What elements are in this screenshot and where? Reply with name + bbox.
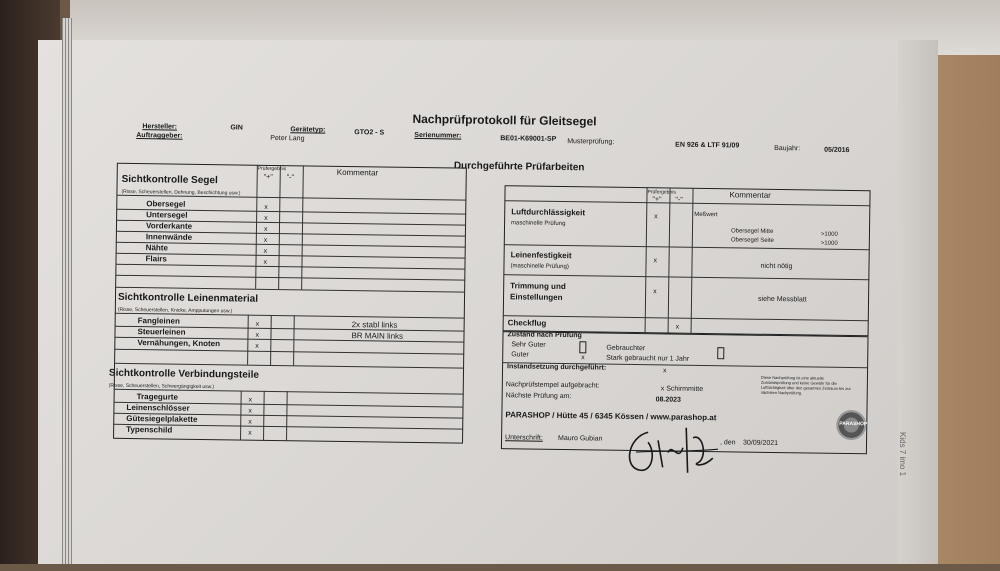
row-label: Gütesiegelplakette xyxy=(126,413,198,424)
row-label: Fangleinen xyxy=(137,316,180,326)
row-comment: 2x stabl links xyxy=(351,320,398,330)
naechste-value: 08.2023 xyxy=(655,396,681,404)
row-label: Tragegurte xyxy=(136,392,179,402)
geraetetyp-value: GTO2 - S xyxy=(354,129,385,137)
trimm-comment: siehe Messblatt xyxy=(757,295,807,304)
row-mark: x xyxy=(263,225,268,233)
verbindung-title: Sichtkontrolle Verbindungsteile xyxy=(108,367,260,381)
zustand-stark: Stark gebraucht nur 1 Jahr xyxy=(606,354,690,363)
parashop-seal-logo: PARASHOP xyxy=(836,410,866,440)
unterschrift-name: Mauro Gubian xyxy=(558,434,603,443)
row-label: Typenschild xyxy=(126,424,173,435)
stempel-label: Nachprüfstempel aufgebracht: xyxy=(505,381,600,390)
instand-mark: x xyxy=(662,367,667,375)
row-mark: x xyxy=(248,418,252,426)
den-value: 30/09/2021 xyxy=(742,439,779,448)
zustand-guter: Guter xyxy=(511,351,529,359)
messwert: Meßwert xyxy=(694,211,718,219)
obersegel-mitte: Obersegel Mitte xyxy=(730,228,774,235)
row-mark: x xyxy=(248,407,252,415)
guter-mark: x xyxy=(581,354,585,362)
zustand-sehr-guter: Sehr Guter xyxy=(511,341,546,349)
row-mark: x xyxy=(255,342,259,350)
fine-print: Diese Nachprüfung ist eine aktuelle Zustandsprüfung und keine Gewähr für die Lufttüchtigkeit über den gesamten Zeitraum bis zur nächsten Nachprüfung. xyxy=(760,374,851,396)
side-handwritten-note: Kids 7 imo 1 xyxy=(898,432,907,477)
row-mark: x xyxy=(263,258,268,266)
baujahr-label: Baujahr: xyxy=(774,144,801,153)
unterschrift-label: Unterschrift: xyxy=(505,434,543,442)
right-pruef-header: Prüfergebnis xyxy=(647,189,676,196)
obersegel-seite-val: >1000 xyxy=(820,240,838,247)
leinen-note: (Risse, Scheuerstellen, Knicke, Ampputungen usw.) xyxy=(117,306,233,315)
zustand-gebrauchter: Gebrauchter xyxy=(606,344,646,353)
left-minus-header: "-" xyxy=(286,174,295,182)
check-label: Checkflug xyxy=(507,318,547,328)
segel-title: Sichtkontrolle Segel xyxy=(121,173,218,187)
row-label: Innenwände xyxy=(145,232,193,242)
handwritten-signature xyxy=(617,422,738,484)
hersteller-label: Hersteller: xyxy=(142,123,178,131)
row-mark: x xyxy=(248,396,253,404)
serien-value: BE01-K69001-SP xyxy=(500,135,557,143)
right-minus-header: "-" xyxy=(675,196,683,204)
obersegel-mitte-val: >1000 xyxy=(820,231,838,238)
row-label: Steuerleinen xyxy=(137,327,186,337)
instand-label: Instandsetzung durchgeführt: xyxy=(507,363,607,372)
row-label: Vorderkante xyxy=(145,221,193,231)
row-mark: x xyxy=(263,247,268,255)
zustand-title: Zustand nach Prüfung xyxy=(507,331,582,340)
row-label: Nähte xyxy=(145,243,168,253)
leinenfest-mark: x xyxy=(653,257,658,265)
stempel-value: x Schirmmitte xyxy=(660,385,704,393)
left-plus-header: "+" xyxy=(263,173,273,181)
row-mark: x xyxy=(255,320,260,328)
row-label: Flairs xyxy=(145,254,167,264)
trimm-label-line2: Einstellungen xyxy=(509,292,563,303)
row-label: Untersegel xyxy=(146,210,188,220)
row-mark: x xyxy=(248,429,252,437)
serien-label: Serienummer: xyxy=(414,131,462,140)
baujahr-value: 05/2016 xyxy=(824,146,850,155)
leinenfest-label: Leinenfestigkeit xyxy=(510,250,572,261)
muster-value: EN 926 & LTF 91/09 xyxy=(675,141,740,150)
row-label: Leinenschlösser xyxy=(126,402,190,413)
obersegel-seite: Obersegel Seite xyxy=(730,237,774,244)
naechste-label: Nächste Prüfung am: xyxy=(505,392,572,401)
segel-note: (Risse, Scheuerstellen, Dehnung, Beschichtung usw.) xyxy=(121,188,241,197)
hersteller-value: GIN xyxy=(230,124,243,132)
right-plus-header: "+" xyxy=(652,196,662,204)
page-title: Nachprüfprotokoll für Gleitsegel xyxy=(412,111,597,129)
row-mark: x xyxy=(264,203,268,211)
parashop-address: PARASHOP / Hütte 45 / 6345 Kössen / www.parashop.at xyxy=(505,410,717,423)
left-pruef-header: Prüfergebnis xyxy=(257,165,287,173)
right-kommentar-header: Kommentar xyxy=(729,190,771,200)
luft-sub: maschinelle Prüfung xyxy=(511,220,566,228)
stark-checkbox xyxy=(717,347,724,359)
row-mark: x xyxy=(255,331,260,339)
verbindung-note: (Risse, Scheuerstellen, Schwergängigkeit usw.) xyxy=(108,382,215,391)
muster-label: Musterprüfung: xyxy=(567,138,615,146)
section-subtitle: Durchgeführte Prüfarbeiten xyxy=(453,160,585,174)
den-label: , den xyxy=(719,439,736,447)
check-mark: x xyxy=(675,323,680,331)
row-label: Obersegel xyxy=(146,199,186,209)
row-comment: BR MAIN links xyxy=(351,331,404,341)
left-kommentar-header: Kommentar xyxy=(336,167,379,178)
auftraggeber-label: Auftraggeber: xyxy=(136,132,183,140)
leinenfest-comment: nicht nötig xyxy=(760,262,793,271)
sehr-guter-checkbox xyxy=(579,341,586,353)
leinenfest-sub: (maschinelle Prüfung) xyxy=(510,263,569,271)
row-mark: x xyxy=(264,214,268,222)
leinen-title: Sichtkontrolle Leinenmaterial xyxy=(117,291,259,305)
luft-label: Luftdurchlässigkeit xyxy=(511,207,586,218)
trimm-label-line1: Trimmung und xyxy=(510,281,566,292)
row-mark: x xyxy=(263,236,268,244)
trimm-mark: x xyxy=(653,288,657,296)
auftraggeber-value: Peter Lang xyxy=(270,134,305,143)
geraetetyp-label: Gerätetyp: xyxy=(290,126,326,134)
row-label: Vernähungen, Knoten xyxy=(137,338,221,349)
luft-mark: x xyxy=(654,213,658,221)
